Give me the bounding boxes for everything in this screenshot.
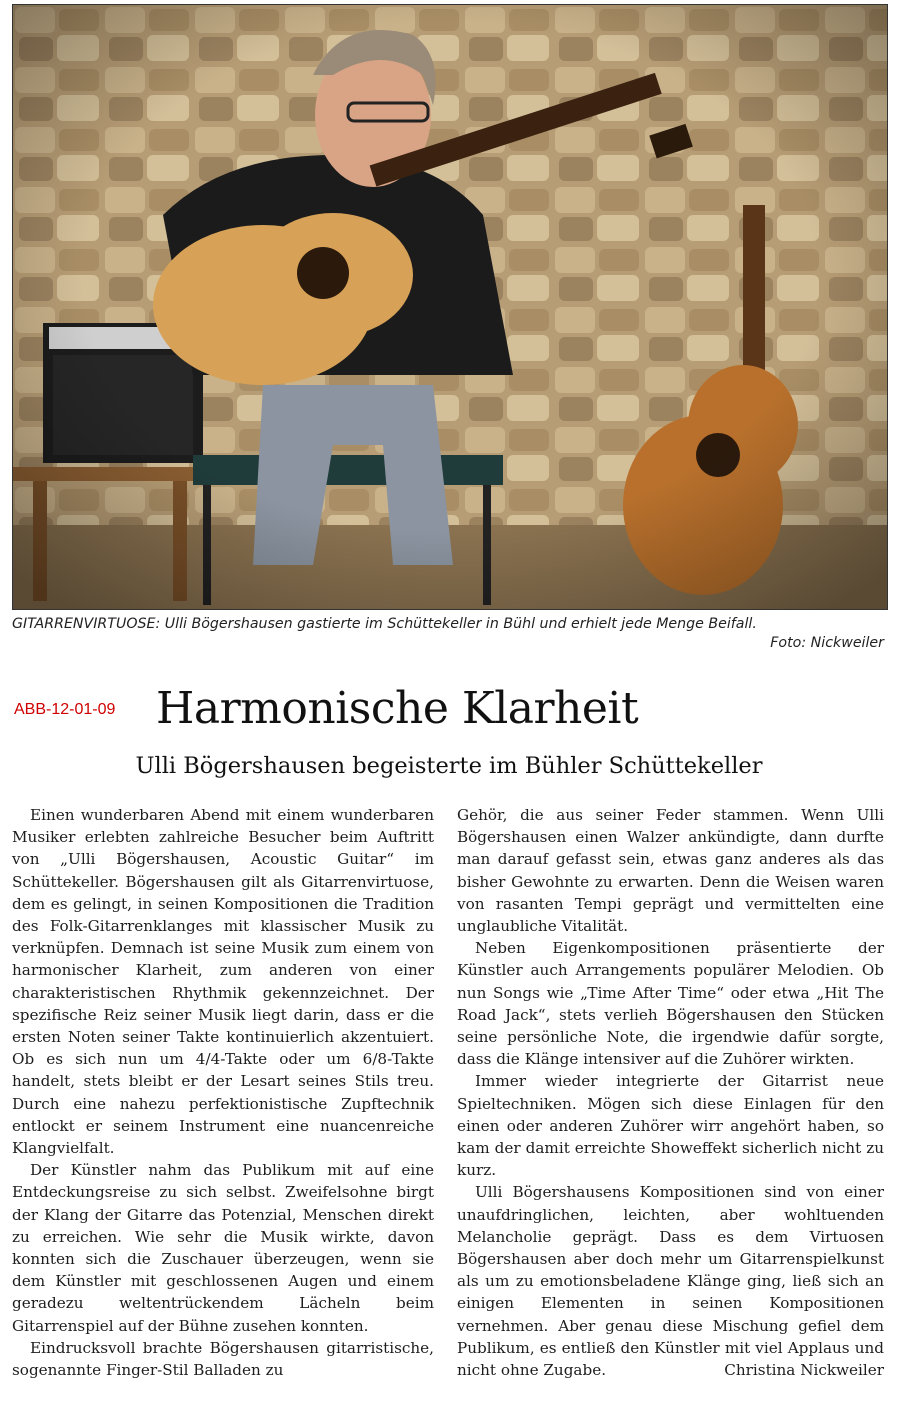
paragraph: Einen wunderbaren Abend mit einem wunderbaren Musiker erlebten zahlreiche Besucher beim Auftritt von „Ulli Bögershausen, Acoustic Guitar“ im Schüttekeller. Bögershausen gilt als Gitarrenvirtuose, dem es gelingt, in seinen Kompositionen die Tradition des Folk-Gitarrenklanges mit klassischer Musik zu verknüpfen. Demnach ist seine Musik zum einem von harmonischer Klarheit, zum anderen von einer charakteristischen Rhythmik gekennzeichnet. Der spezifische Reiz seiner Musik liegt darin, dass er die ersten Noten seiner Takte kontinuierlich akzentuiert. Ob es sich nun um 4/4-Takte oder um 6/8-Takte handelt, stets bleibt er der Lesart seines Stils treu. Durch eine nahezu perfektionistische Zupftechnik entlockt er seinem Instrument eine nuancenreiche Klangvielfalt. — [12, 806, 434, 1158]
paragraph: Neben Eigenkompositionen präsentierte der Künstler auch Arrangements populärer Melodien. Ob nun Songs wie „Time After Time“ oder etwa „Hit The Road Jack“, stets verlieh Bögershausen den Stücken seine persönliche Note, die irgendwie dafür sorgte, dass die Klänge intensiver auf die Zuhörer wirkten. — [457, 939, 884, 1069]
article-column-left — [12, 804, 434, 1381]
paragraph: Gehör, die aus seiner Feder stammen. Wenn Ulli Bögershausen einen Walzer ankündigte, dann durfte man darauf gefasst sein, etwas ganz anderes als das bisher Gewohnte zu erwarten. Denn die Weisen waren von rasanten Tempi geprägt und vermittelten eine unglaubliche Vitalität. — [457, 806, 884, 936]
guitarist-photo-illustration — [13, 5, 887, 609]
archive-stamp: ABB-12-01-09 — [14, 701, 116, 718]
caption-text: GITARRENVIRTUOSE: Ulli Bögershausen gastierte im Schüttekeller in Bühl und erhielt jede Menge Beifall. — [12, 616, 757, 632]
author-byline: Christina Nickweiler — [724, 1361, 884, 1380]
subheadline: Ulli Bögershausen begeisterte im Bühler Schüttekeller — [135, 753, 763, 779]
article-photo — [12, 4, 888, 610]
paragraph: Eindrucksvoll brachte Bögershausen gitarristische, sogenannte Finger-Stil Balladen zu — [12, 1338, 434, 1380]
photo-credit: Foto: Nickweiler — [770, 635, 884, 651]
headline: Harmonische Klarheit — [156, 683, 639, 734]
paragraph: Immer wieder integrierte der Gitarrist neue Spieltechniken. Mögen sich diese Einlagen für den einen oder anderen Zuhörer wirr angehört haben, so kam der damit erreichte Showeffekt sicherlich nicht zu kurz. — [457, 1072, 884, 1180]
article-column-right — [457, 804, 884, 1381]
paragraph: Der Künstler nahm das Publikum mit auf eine Entdeckungsreise zu sich selbst. Zweifelsohne birgt der Klang der Gitarre das Potenzial, Menschen direkt zu erreichen. Wie sehr die Musik wirkte, davon konnten sich die Zuschauer überzeugen, wenn sie dem Künstler mit geschlossenen Augen und einem geradezu weltentrückendem Lächeln beim Gitarrenspiel auf der Bühne zusehen konnten. — [12, 1161, 434, 1335]
paragraph: Ulli Bögershausens Kompositionen sind von einer unaufdringlichen, leichten, aber wohltuenden Melancholie geprägt. Dass es dem Virtuosen Bögershausen aber doch mehr um Gitarrenspielkunst als um zu emotionsbeladene Klänge ging, ließ sich an einigen Elementen in seinen Kompositionen vernehmen. Aber genau diese Mischung gefiel dem Publikum, es entließ den Künstler mit viel Applaus und nicht ohne Zugabe. — [457, 1183, 884, 1380]
photo-caption — [12, 615, 884, 651]
